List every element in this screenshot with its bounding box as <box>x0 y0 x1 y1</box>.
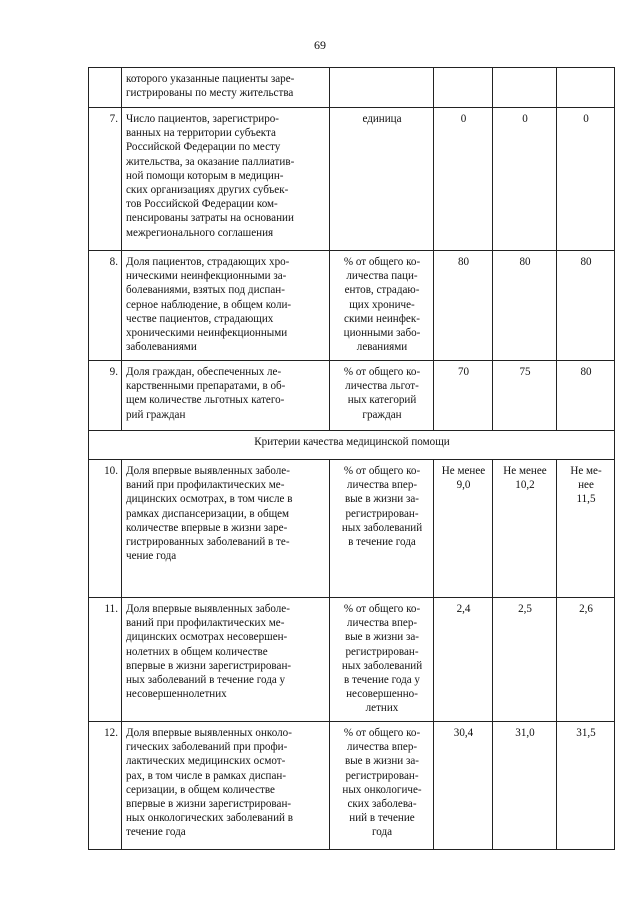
indicator-name <box>122 68 330 108</box>
indicator-name-line: нолетних в общем количестве <box>126 645 268 658</box>
indicator-name-line: ванных на территории субъекта <box>126 127 276 140</box>
unit-of-measure-line: регистрирован- <box>345 645 419 658</box>
unit-of-measure-line: ний в течение <box>349 812 415 825</box>
indicator-name-line: Доля пациентов, страдающих хро- <box>126 256 290 268</box>
unit-of-measure <box>330 722 434 850</box>
target-value-line: 31,0 <box>515 727 535 739</box>
indicator-name-line: Доля впервые выявленных заболе- <box>126 603 290 615</box>
unit-of-measure-line: ционными забо- <box>343 327 421 340</box>
target-value-line: 2,6 <box>579 603 593 615</box>
indicator-name-line: серное наблюдение, в общем коли- <box>126 298 292 311</box>
indicator-name-line: течение года <box>126 826 186 839</box>
indicator-name-line: щем количестве льготных катего- <box>126 394 285 407</box>
row-number: 8. <box>89 251 122 361</box>
unit-of-measure-line: ных онкологиче- <box>342 783 422 796</box>
target-value-line: 75 <box>519 366 531 378</box>
unit-of-measure-line: ных заболеваний <box>341 659 423 672</box>
section-header-row <box>89 431 615 460</box>
table-body <box>89 68 615 850</box>
target-value-year-2 <box>493 68 557 108</box>
target-value-year-3 <box>557 460 615 598</box>
indicator-name-line: честве пациентов, страдающих <box>126 312 274 325</box>
unit-of-measure-line: вые в жизни за- <box>344 631 420 644</box>
indicator-name-line: рах, в том числе в рамках диспан- <box>126 769 287 782</box>
indicator-name <box>122 598 330 722</box>
indicator-name <box>122 460 330 598</box>
target-value-year-2 <box>493 598 557 722</box>
target-value-line: 80 <box>519 256 531 268</box>
unit-of-measure <box>330 460 434 598</box>
unit-of-measure-line: щих хрониче- <box>349 298 415 311</box>
indicator-name-line: пенсированы затраты на основании <box>126 212 294 225</box>
indicator-name <box>122 722 330 850</box>
target-value-year-2 <box>493 108 557 251</box>
table-row <box>89 722 615 850</box>
target-value-year-2 <box>493 460 557 598</box>
unit-of-measure-line: граждан <box>362 408 402 421</box>
indicator-name-line: Доля впервые выявленных заболе- <box>126 465 290 477</box>
target-value-line: 0 <box>583 113 589 125</box>
unit-of-measure-line: несовершенно- <box>346 688 418 701</box>
unit-of-measure-line: единица <box>362 113 402 125</box>
indicator-name-line: серизации, в общем количестве <box>126 783 275 796</box>
target-value-line: 9,0 <box>456 479 471 492</box>
unit-of-measure-line: леваниями <box>356 341 408 354</box>
target-value-line: 2,5 <box>518 603 532 615</box>
indicator-name-line: ваний при профилактических ме- <box>126 479 285 492</box>
unit-of-measure-line: вые в жизни за- <box>344 755 420 768</box>
row-number: 12. <box>89 722 122 850</box>
unit-of-measure-line: ских заболева- <box>347 798 417 811</box>
target-value-line: 2,4 <box>456 603 471 615</box>
indicator-name-line: дицинских осмотрах несовершен- <box>126 631 288 644</box>
target-value-year-1 <box>434 108 493 251</box>
unit-of-measure-line: личества впер- <box>346 617 418 630</box>
unit-of-measure-line: % от общего ко- <box>343 727 421 739</box>
target-value-year-3 <box>557 68 615 108</box>
target-value-year-1 <box>434 251 493 361</box>
target-value-year-1 <box>434 361 493 431</box>
target-value-line: Не менее <box>441 465 486 477</box>
target-value-line: 80 <box>580 256 592 268</box>
indicator-name-line: рий граждан <box>126 408 186 421</box>
target-value-line: Не менее <box>503 465 547 477</box>
unit-of-measure-line: вые в жизни за- <box>344 493 420 506</box>
unit-of-measure <box>330 68 434 108</box>
unit-of-measure <box>330 251 434 361</box>
indicator-name <box>122 361 330 431</box>
unit-of-measure <box>330 361 434 431</box>
unit-of-measure-line: скими неинфек- <box>344 312 420 325</box>
unit-of-measure-line: % от общего ко- <box>343 603 421 615</box>
unit-of-measure-line: регистрирован- <box>345 507 419 520</box>
target-value-year-1 <box>434 460 493 598</box>
row-number: 9. <box>89 361 122 431</box>
indicator-name-line: хроническими неинфекционными <box>126 327 288 340</box>
indicator-name-line: гистрированы по месту жительства <box>126 87 294 100</box>
indicator-name-line: жительства, за оказание паллиатив- <box>126 155 295 168</box>
indicator-name-line: Число пациентов, зарегистриро- <box>126 113 279 125</box>
indicator-name-line: дицинских осмотрах, в том числе в <box>126 493 293 506</box>
indicator-name <box>122 108 330 251</box>
target-value-line: Не ме- <box>570 465 602 477</box>
indicator-name <box>122 251 330 361</box>
target-value-year-3 <box>557 598 615 722</box>
indicator-name-line: лактических медицинских осмот- <box>126 755 286 768</box>
indicator-name-line: впервые в жизни зарегистрирован- <box>126 798 292 811</box>
target-value-year-3 <box>557 108 615 251</box>
indicator-name-line: заболеваниями <box>126 341 197 354</box>
target-value-year-3 <box>557 251 615 361</box>
target-value-year-1 <box>434 598 493 722</box>
unit-of-measure-line: % от общего ко- <box>343 256 421 268</box>
table-row <box>89 598 615 722</box>
indicator-name-line: ских организациях других субъек- <box>126 184 289 197</box>
indicator-name-line: Доля граждан, обеспеченных ле- <box>126 366 282 378</box>
indicator-name-line: болеваниями, взятых под диспан- <box>126 284 285 297</box>
indicator-name-line: гических заболеваний при профи- <box>126 741 288 754</box>
table-row <box>89 251 615 361</box>
indicator-name-line: несовершеннолетних <box>126 688 227 701</box>
target-value-line: 11,5 <box>576 493 596 506</box>
section-header: Критерии качества медицинской помощи <box>89 431 615 460</box>
indicator-name-line: ническими неинфекционными за- <box>126 270 287 283</box>
unit-of-measure-line: ных категорий <box>347 394 417 407</box>
unit-of-measure-line: ных заболеваний <box>341 521 423 534</box>
unit-of-measure-line: личества впер- <box>346 741 418 754</box>
unit-of-measure-line: в течение года у <box>344 674 420 687</box>
row-number <box>89 68 122 108</box>
target-value-year-3 <box>557 722 615 850</box>
unit-of-measure-line: летних <box>365 702 399 715</box>
indicator-name-line: ной помощи которым в медицин- <box>126 169 284 182</box>
indicator-name-line: количестве впервые в жизни заре- <box>126 521 288 534</box>
target-value-line: 31,5 <box>576 727 596 739</box>
target-value-year-2 <box>493 251 557 361</box>
indicator-name-line: карственными препаратами, в об- <box>126 380 286 393</box>
unit-of-measure-line: личества льгот- <box>345 380 419 393</box>
table-row <box>89 361 615 431</box>
target-value-year-2 <box>493 722 557 850</box>
table-row <box>89 108 615 251</box>
unit-of-measure-line: личества впер- <box>346 479 418 492</box>
target-value-line: 80 <box>457 256 470 268</box>
indicator-name-line: ных онкологических заболеваний в <box>126 812 293 825</box>
target-value-line: 30,4 <box>453 727 474 739</box>
target-value-line: 80 <box>580 366 592 378</box>
unit-of-measure-line: года <box>371 826 393 839</box>
target-value-line: нее <box>578 479 594 492</box>
unit-of-measure-line: % от общего ко- <box>343 465 421 477</box>
indicator-name-line: гистрированных заболеваний в те- <box>126 536 290 549</box>
criteria-table <box>88 67 615 850</box>
row-number: 10. <box>89 460 122 598</box>
indicator-name-line: тов Российской Федерации ком- <box>126 198 278 211</box>
target-value-year-3 <box>557 361 615 431</box>
unit-of-measure-line: личества паци- <box>346 270 418 283</box>
target-value-line: 0 <box>460 113 467 125</box>
unit-of-measure-line: ентов, страдаю- <box>344 284 420 297</box>
indicator-name-line: ных заболеваний в течение года у <box>126 674 286 687</box>
target-value-line: 10,2 <box>515 479 535 492</box>
indicator-name-line: впервые в жизни зарегистрирован- <box>126 659 292 672</box>
table-row <box>89 68 615 108</box>
target-value-line: 70 <box>457 366 470 378</box>
unit-of-measure <box>330 598 434 722</box>
target-value-year-1 <box>434 68 493 108</box>
target-value-line: 0 <box>522 113 528 125</box>
unit-of-measure-line: регистрирован- <box>345 769 419 782</box>
indicator-name-line: ваний при профилактических ме- <box>126 617 285 630</box>
indicator-name-line: межрегионального соглашения <box>126 226 274 239</box>
row-number: 7. <box>89 108 122 251</box>
unit-of-measure-line: в течение года <box>348 536 416 549</box>
page-number: 69 <box>314 38 326 52</box>
unit-of-measure-line: % от общего ко- <box>343 366 421 378</box>
indicator-name-line: рамках диспансеризации, в общем <box>126 507 290 520</box>
indicator-name-line: Доля впервые выявленных онколо- <box>126 727 292 739</box>
indicator-name-line: Российской Федерации по месту <box>126 141 281 154</box>
target-value-year-1 <box>434 722 493 850</box>
indicator-name-line: чение года <box>126 550 177 563</box>
unit-of-measure <box>330 108 434 251</box>
row-number: 11. <box>89 598 122 722</box>
indicator-name-line: которого указанные пациенты заре- <box>126 73 295 85</box>
table-row <box>89 460 615 598</box>
target-value-year-2 <box>493 361 557 431</box>
